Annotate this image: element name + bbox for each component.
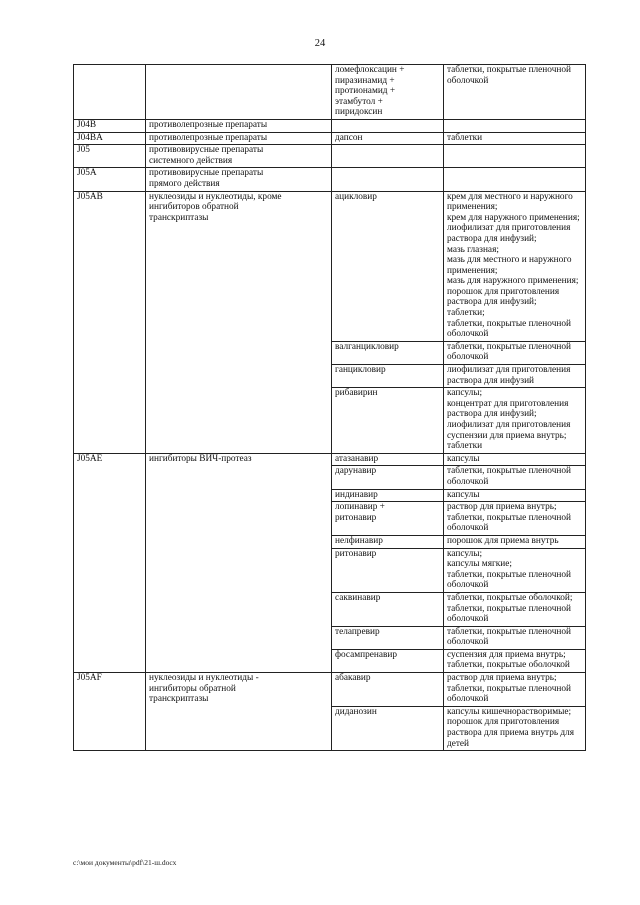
drug-name-cell: ломефлоксацин + пиразинамид + протионамид + этамбутол + пиридоксин — [332, 65, 444, 120]
dosage-form-cell: таблетки, покрытые пленочной оболочкой — [444, 65, 586, 120]
drug-name-cell: ганцикловир — [332, 365, 444, 388]
pharmacological-group-cell: противолепрозные препараты — [146, 132, 332, 145]
dosage-form-cell — [444, 145, 586, 168]
drug-name-cell — [332, 168, 444, 191]
drug-name-cell: диданозин — [332, 706, 444, 750]
drug-name-cell — [332, 145, 444, 168]
dosage-form-cell: раствор для приема внутрь; таблетки, покрытые пленочной оболочкой — [444, 502, 586, 536]
dosage-form-cell: капсулы; капсулы мягкие; таблетки, покрытые пленочной оболочкой — [444, 548, 586, 592]
pharmacological-group-cell: нуклеозиды и нуклеотиды, кроме ингибиторов обратной транскриптазы — [146, 191, 332, 453]
pharmacological-group-cell: противовирусные препараты системного действия — [146, 145, 332, 168]
atc-code-cell: J05AB — [74, 191, 146, 453]
dosage-form-cell: крем для местного и наружного применения; крем для наружного применения; лиофилизат для приготовления раствора для инфузий; мазь глазная; мазь для местного и наружного применения; мазь для наружного применения; порошок для приготовления раствора для инфузий; таблетки; таблетки, покрытые пленочной оболочкой — [444, 191, 586, 341]
atc-code-cell: J05AE — [74, 453, 146, 672]
drug-name-cell: индинавир — [332, 489, 444, 502]
drug-classification-table — [73, 64, 586, 751]
dosage-form-cell — [444, 168, 586, 191]
atc-code-cell: J05A — [74, 168, 146, 191]
dosage-form-cell — [444, 119, 586, 132]
dosage-form-cell: капсулы кишечнорастворимые; порошок для приготовления раствора для приема внутрь для детей — [444, 706, 586, 750]
table-row — [74, 145, 586, 168]
dosage-form-cell: раствор для приема внутрь; таблетки, покрытые пленочной оболочкой — [444, 673, 586, 707]
drug-name-cell: абакавир — [332, 673, 444, 707]
atc-code-cell: J05 — [74, 145, 146, 168]
pharmacological-group-cell: противовирусные препараты прямого действия — [146, 168, 332, 191]
drug-name-cell: фосампренавир — [332, 649, 444, 672]
drug-name-cell: рибавирин — [332, 388, 444, 454]
atc-code-cell: J05AF — [74, 673, 146, 751]
page-number: 24 — [314, 38, 326, 49]
drug-name-cell: атазанавир — [332, 453, 444, 466]
pharmacological-group-cell: нуклеозиды и нуклеотиды - ингибиторы обратной транскриптазы — [146, 673, 332, 751]
drug-name-cell: нелфинавир — [332, 535, 444, 548]
drug-name-cell: валганцикловир — [332, 341, 444, 364]
table-row — [74, 65, 586, 120]
table-row — [74, 453, 586, 466]
dosage-form-cell: капсулы; концентрат для приготовления раствора для инфузий; лиофилизат для приготовления суспензии для приема внутрь; таблетки — [444, 388, 586, 454]
pharmacological-group-cell — [146, 65, 332, 120]
table-row — [74, 132, 586, 145]
table-row — [74, 168, 586, 191]
dosage-form-cell: таблетки, покрытые оболочкой; таблетки, покрытые пленочной оболочкой — [444, 592, 586, 626]
dosage-form-cell: суспензия для приема внутрь; таблетки, покрытые оболочкой — [444, 649, 586, 672]
table-row — [74, 191, 586, 341]
drug-name-cell: лопинавир + ритонавир — [332, 502, 444, 536]
dosage-form-cell: капсулы — [444, 453, 586, 466]
dosage-form-cell: капсулы — [444, 489, 586, 502]
footer-file-path: c:\мои документы\pdf\21-ш.docx — [73, 858, 177, 867]
atc-code-cell: J04B — [74, 119, 146, 132]
table-row — [74, 673, 586, 707]
drug-name-cell: дапсон — [332, 132, 444, 145]
drug-name-cell: телапревир — [332, 626, 444, 649]
dosage-form-cell: таблетки, покрытые пленочной оболочкой — [444, 466, 586, 489]
dosage-form-cell: таблетки — [444, 132, 586, 145]
pharmacological-group-cell: ингибиторы ВИЧ-протеаз — [146, 453, 332, 672]
dosage-form-cell: таблетки, покрытые пленочной оболочкой — [444, 341, 586, 364]
drug-name-cell: саквинавир — [332, 592, 444, 626]
dosage-form-cell: лиофилизат для приготовления раствора для инфузий — [444, 365, 586, 388]
atc-code-cell: J04BA — [74, 132, 146, 145]
drug-name-cell: ритонавир — [332, 548, 444, 592]
drug-name-cell: дарунавир — [332, 466, 444, 489]
dosage-form-cell: таблетки, покрытые пленочной оболочкой — [444, 626, 586, 649]
drug-name-cell — [332, 119, 444, 132]
pharmacological-group-cell: противолепрозные препараты — [146, 119, 332, 132]
table-row — [74, 119, 586, 132]
drug-name-cell: ацикловир — [332, 191, 444, 341]
dosage-form-cell: порошок для приема внутрь — [444, 535, 586, 548]
atc-code-cell — [74, 65, 146, 120]
